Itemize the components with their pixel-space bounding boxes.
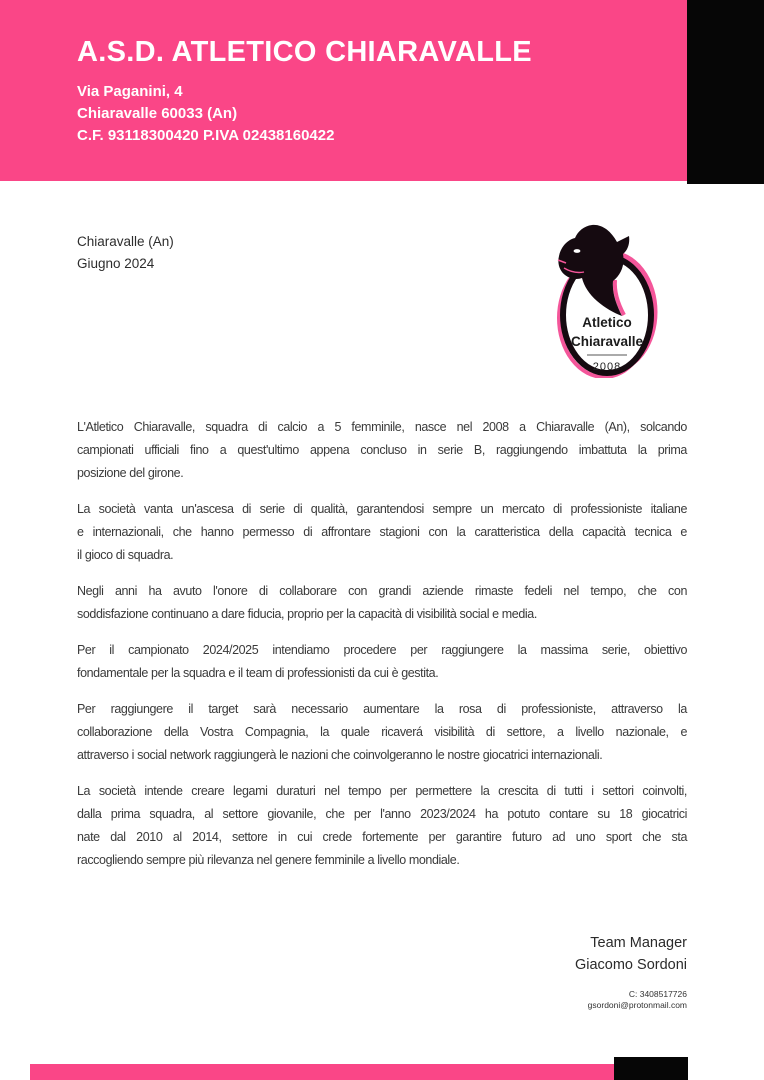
paragraph-line: Negli anni ha avuto l'onore di collaborare con grandi aziende rimaste fedeli nel tempo, che con [77, 584, 687, 598]
paragraph-line: e internazionali, che hanno permesso di affrontare stagioni con la caratteristica della capacità tecnica e [77, 525, 687, 539]
paragraph-line: La società intende creare legami duraturi nel tempo per permettere la crescita di tutti i settori coinvolti, [77, 784, 687, 798]
signature-block [387, 932, 687, 1010]
paragraph [77, 780, 687, 872]
paragraph [77, 498, 687, 567]
paragraph-line: Per raggiungere il target sarà necessario aumentare la rosa di professioniste, attraverso la [77, 702, 687, 716]
club-logo-graphic [550, 220, 662, 378]
footer-bar [30, 1064, 614, 1080]
signature-email: gsordoni@protonmail.com [587, 999, 687, 1010]
paragraph [77, 580, 687, 626]
paragraph-line: posizione del girone. [77, 466, 184, 480]
dateline-place: Chiaravalle (An) [77, 234, 174, 249]
paragraph-line: soddisfazione continuano a dare fiducia, proprio per la capacità di visibilità social e media. [77, 607, 537, 621]
paragraph [77, 416, 687, 485]
corner-block-bottom-right [614, 1057, 688, 1080]
paragraph-line: L'Atletico Chiaravalle, squadra di calcio a 5 femminile, nasce nel 2008 a Chiaravalle (An), solcando [77, 420, 687, 434]
logo-founded-year: 2008 [592, 361, 622, 373]
paragraph-line: attraverso i social network raggiungerà le nazioni che coinvolgeranno le nostre giocatrici internazionali. [77, 748, 603, 762]
corner-block-top-right [687, 0, 764, 184]
paragraph [77, 698, 687, 767]
paragraph-line: La società vanta un'ascesa di serie di qualità, garantendosi sempre un mercato di professioniste italiane [77, 502, 687, 516]
paragraph-line: campionati ufficiali fino a quest'ultimo appena concluso in serie B, raggiungendo imbattuta la prima [77, 443, 687, 457]
page-title: A.S.D. ATLETICO CHIARAVALLE [77, 36, 532, 68]
paragraph-line: Per il campionato 2024/2025 intendiamo procedere per raggiungere la massima serie, obiettivo [77, 643, 687, 657]
header-address [77, 81, 557, 147]
paragraph [77, 639, 687, 685]
dateline [77, 231, 174, 275]
panther-eye [574, 249, 581, 253]
address-line-fiscal: C.F. 93118300420 P.IVA 02438160422 [77, 127, 335, 144]
logo-club-name-line2: Chiaravalle [570, 334, 644, 349]
address-line-city: Chiaravalle 60033 (An) [77, 105, 238, 122]
club-logo [550, 220, 662, 378]
paragraph-line: dalla prima squadra, al settore giovanile, che per l'anno 2023/2024 ha potuto contare su 18 giocatrici [77, 807, 687, 821]
logo-club-name-line1: Atletico [582, 315, 632, 330]
signature-role: Team Manager [590, 935, 687, 951]
dateline-date: Giugno 2024 [77, 256, 155, 271]
paragraph-line: collaborazione della Vostra Compagnia, la quale ricaverá visibilità di settore, a livello nazionale, e [77, 725, 687, 739]
paragraph-line: fondamentale per la squadra e il team di professionisti da cui è gestita. [77, 666, 439, 680]
address-line-street: Via Paganini, 4 [77, 83, 183, 100]
paragraph-line: il gioco di squadra. [77, 548, 174, 562]
signature-phone: C: 3408517726 [628, 989, 687, 999]
paragraph-line: raccogliendo sempre più rilevanza nel genere femminile a livello mondiale. [77, 853, 460, 867]
paragraph-line: nate dal 2010 al 2014, settore in cui crede fortemente per garantire futuro ad uno sport che sta [77, 830, 687, 844]
body-paragraphs [77, 416, 687, 885]
signature-name: Giacomo Sordoni [574, 957, 687, 973]
